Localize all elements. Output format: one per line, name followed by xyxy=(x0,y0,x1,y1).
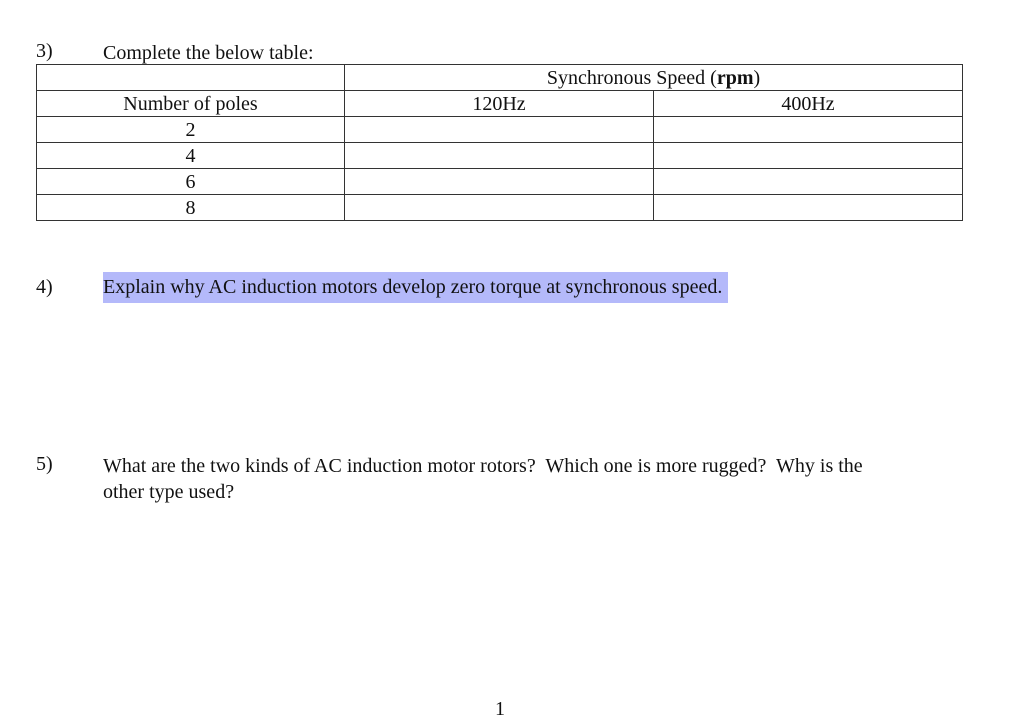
answer-cell-120hz[interactable] xyxy=(345,195,654,221)
answer-cell-400hz[interactable] xyxy=(654,195,963,221)
question-3-number: 3) xyxy=(36,40,53,62)
question-4-number: 4) xyxy=(36,276,53,298)
synchronous-speed-header: Synchronous Speed (rpm) xyxy=(345,65,963,91)
answer-cell-120hz[interactable] xyxy=(345,117,654,143)
synchronous-speed-table xyxy=(36,64,963,221)
table-row xyxy=(37,117,963,143)
frequency-400hz-header: 400Hz xyxy=(654,91,963,117)
poles-cell: 8 xyxy=(37,195,345,221)
question-5-line-2: other type used? xyxy=(103,481,235,503)
table-row xyxy=(37,195,963,221)
poles-cell: 2 xyxy=(37,117,345,143)
table-row xyxy=(37,143,963,169)
page-number: 1 xyxy=(495,698,505,720)
question-5-text xyxy=(103,453,963,505)
question-4-text-highlighted[interactable]: Explain why AC induction motors develop zero torque at synchronous speed. xyxy=(103,272,728,303)
table-column-header-row xyxy=(37,91,963,117)
number-of-poles-header: Number of poles xyxy=(37,91,345,117)
table-group-header-row xyxy=(37,65,963,91)
answer-cell-400hz[interactable] xyxy=(654,117,963,143)
answer-cell-400hz[interactable] xyxy=(654,143,963,169)
table-empty-corner-cell xyxy=(37,65,345,91)
answer-cell-400hz[interactable] xyxy=(654,169,963,195)
answer-cell-120hz[interactable] xyxy=(345,143,654,169)
question-5-line-1: What are the two kinds of AC induction motor rotors? Which one is more rugged? Why is the xyxy=(103,455,863,477)
frequency-120hz-header: 120Hz xyxy=(345,91,654,117)
question-5-number: 5) xyxy=(36,453,53,475)
question-3-text: Complete the below table: xyxy=(103,42,314,64)
rpm-unit: rpm xyxy=(716,66,754,89)
poles-cell: 4 xyxy=(37,143,345,169)
table-row xyxy=(37,169,963,195)
answer-cell-120hz[interactable] xyxy=(345,169,654,195)
poles-cell: 6 xyxy=(37,169,345,195)
